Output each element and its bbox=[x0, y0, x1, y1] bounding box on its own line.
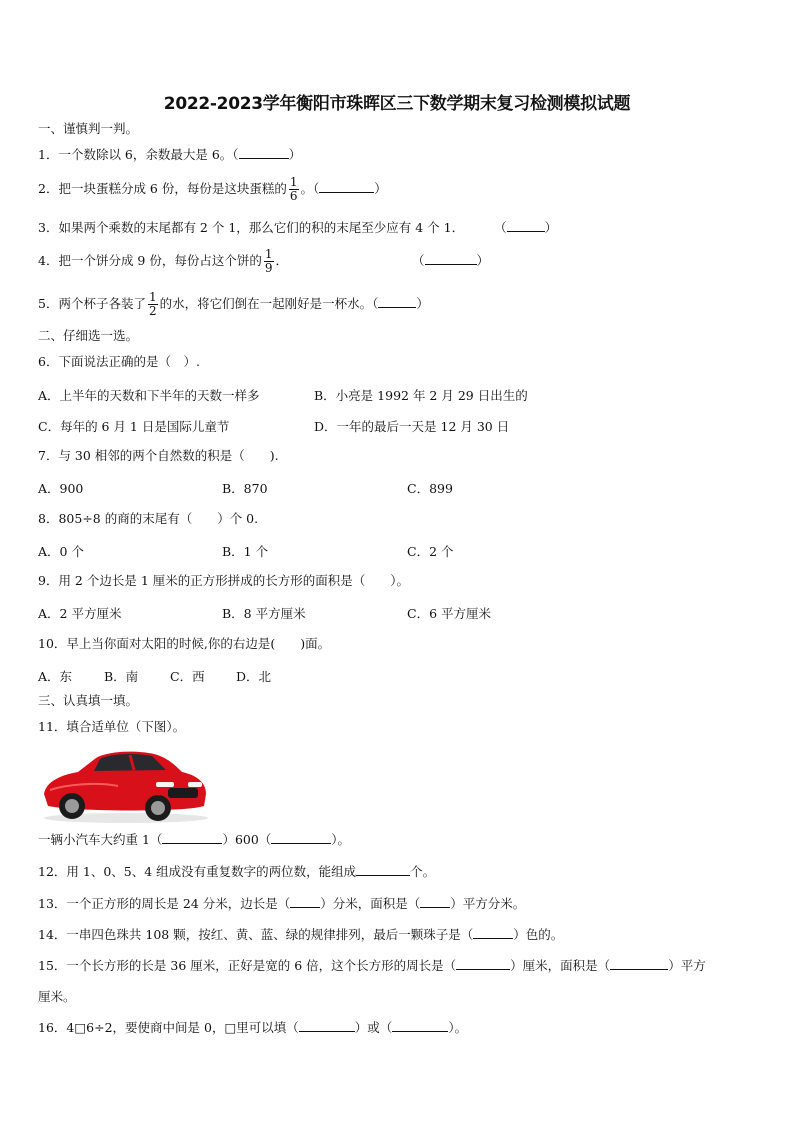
answer-blank[interactable] bbox=[319, 181, 374, 193]
question-12: 12．用 1、0、5、4 组成没有重复数字的两位数，能组成 个。 bbox=[38, 864, 436, 879]
fraction-one-half: $\frac{1}{2}$ bbox=[148, 290, 157, 318]
q10-option-b[interactable]: B．南 bbox=[104, 669, 139, 684]
answer-blank[interactable] bbox=[290, 896, 320, 908]
q9-option-a[interactable]: A．2 平方厘米 bbox=[38, 606, 122, 621]
question-16: 16．4□6÷2，要使商中间是 0，□里可以填（ ）或（ ）。 bbox=[38, 1020, 468, 1035]
question-13: 13．一个正方形的周长是 24 分米，边长是（ ）分米，面积是（ ）平方分米。 bbox=[38, 896, 526, 911]
answer-blank[interactable] bbox=[507, 220, 545, 232]
question-2: 2．把一块蛋糕分成 6 份，每份是这块蛋糕的 $\frac{1}{6}$ 。（ ） bbox=[38, 175, 387, 203]
question-9: 9．用 2 个边长是 1 厘米的正方形拼成的长方形的面积是（ ）。 bbox=[38, 573, 410, 588]
fraction-one-sixth: $\frac{1}{6}$ bbox=[289, 175, 298, 203]
question-4: 4．把一个饼分成 9 份，每份占这个饼的 $\frac{1}{9}$ ． （ ） bbox=[38, 247, 490, 275]
question-6: 6．下面说法正确的是（ ）. bbox=[38, 354, 200, 369]
section-heading-1: 一、谨慎判一判。 bbox=[38, 121, 139, 136]
question-7: 7．与 30 相邻的两个自然数的积是（ ). bbox=[38, 448, 279, 463]
fraction-one-ninth: $\frac{1}{9}$ bbox=[264, 247, 273, 275]
question-11-answer-line: 一辆小汽车大约重 1（ ）600（ ）。 bbox=[38, 832, 351, 847]
answer-blank[interactable] bbox=[162, 832, 222, 844]
q10-option-d[interactable]: D．北 bbox=[236, 669, 272, 684]
page-title: 2022-2023学年衡阳市珠晖区三下数学期末复习检测模拟试题 bbox=[163, 94, 631, 114]
question-10: 10．早上当你面对太阳的时候,你的右边是( )面。 bbox=[38, 636, 331, 651]
answer-blank[interactable] bbox=[420, 896, 450, 908]
question-1: 1．一个数除以 6，余数最大是 6。（ ） bbox=[38, 147, 302, 162]
answer-blank[interactable] bbox=[299, 1020, 355, 1032]
answer-blank[interactable] bbox=[239, 147, 289, 159]
q7-option-a[interactable]: A．900 bbox=[38, 481, 84, 496]
answer-blank[interactable] bbox=[271, 832, 331, 844]
q7-option-b[interactable]: B．870 bbox=[222, 481, 268, 496]
q9-option-b[interactable]: B．8 平方厘米 bbox=[222, 606, 306, 621]
answer-blank[interactable] bbox=[610, 958, 668, 970]
question-15: 15．一个长方形的长是 36 厘米，正好是宽的 6 倍，这个长方形的周长是（ ）厘米，面积是（ ）平方 bbox=[38, 958, 706, 973]
question-8: 8．805÷8 的商的末尾有（ ）个 0. bbox=[38, 511, 259, 526]
q6-option-b[interactable]: B．小亮是 1992 年 2 月 29 日出生的 bbox=[314, 388, 528, 403]
section-heading-2: 二、仔细选一选。 bbox=[38, 328, 139, 343]
section-heading-3: 三、认真填一填。 bbox=[38, 693, 139, 708]
question-11: 11．填合适单位（下图）。 bbox=[38, 719, 186, 734]
q6-option-d[interactable]: D．一年的最后一天是 12 月 30 日 bbox=[314, 419, 510, 434]
q8-option-a[interactable]: A．0 个 bbox=[38, 544, 84, 559]
question-5: 5．两个杯子各装了 $\frac{1}{2}$ 的水，将它们倒在一起刚好是一杯水。（ ） bbox=[38, 290, 429, 318]
q6-option-a[interactable]: A．上半年的天数和下半年的天数一样多 bbox=[38, 388, 260, 403]
answer-blank[interactable] bbox=[392, 1020, 448, 1032]
red-car-image bbox=[38, 742, 210, 824]
q9-option-c[interactable]: C．6 平方厘米 bbox=[407, 606, 491, 621]
answer-blank[interactable] bbox=[456, 958, 510, 970]
question-14: 14．一串四色珠共 108 颗，按红、黄、蓝、绿的规律排列，最后一颗珠子是（ ）色的。 bbox=[38, 927, 564, 942]
answer-blank[interactable] bbox=[473, 927, 513, 939]
question-15-continued: 厘米。 bbox=[38, 989, 76, 1004]
q8-option-b[interactable]: B．1 个 bbox=[222, 544, 269, 559]
q6-option-c[interactable]: C．每年的 6 月 1 日是国际儿童节 bbox=[38, 419, 230, 434]
q8-option-c[interactable]: C．2 个 bbox=[407, 544, 454, 559]
q10-option-c[interactable]: C．西 bbox=[170, 669, 205, 684]
question-3: 3．如果两个乘数的末尾都有 2 个 1，那么它们的积的末尾至少应有 4 个 1． （ ） bbox=[38, 220, 558, 235]
q10-option-a[interactable]: A．东 bbox=[38, 669, 73, 684]
q7-option-c[interactable]: C．899 bbox=[407, 481, 453, 496]
answer-blank[interactable] bbox=[356, 864, 410, 876]
answer-blank[interactable] bbox=[378, 296, 416, 308]
answer-blank[interactable] bbox=[425, 253, 477, 265]
